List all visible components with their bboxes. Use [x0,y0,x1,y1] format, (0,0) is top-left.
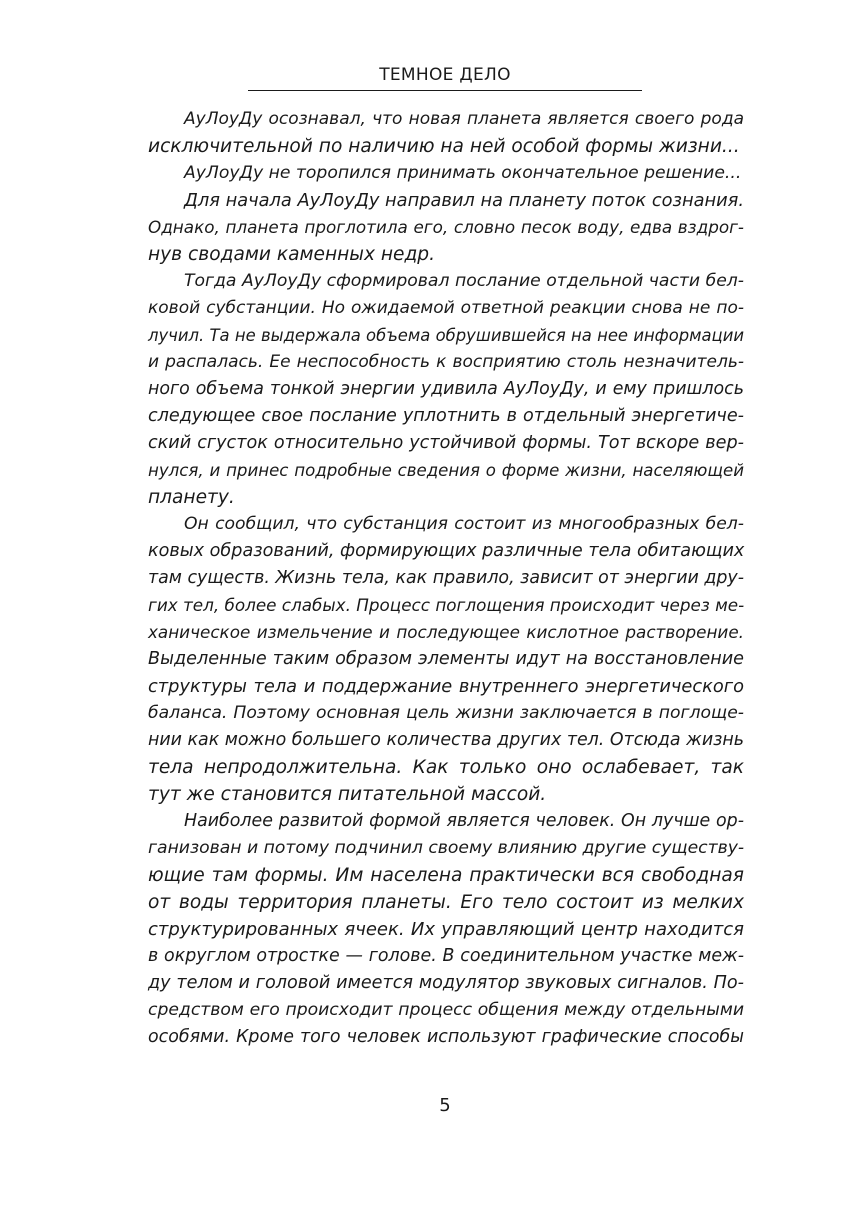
paragraph-first-line: Для начала АуЛоуДу направил на планету поток сознания. [184,190,744,211]
text-line: ханическое измельчение и последующее кислотное растворение. [148,622,744,642]
body-text [148,106,744,1051]
text-line: средством его происходит процесс общения между отдельными [148,1000,744,1020]
text-line: Однако, планета проглотила его, словно песок воду, едва вздрог- [148,217,744,237]
text-line: там существ. Жизнь тела, как правило, зависит от энергии дру- [148,568,744,588]
paragraph-first-line: Он сообщил, что субстанция состоит из многообразных бел- [184,514,744,534]
text-line: планету. [148,487,235,508]
text-line: тут же становится питательной массой. [148,784,547,805]
text-line: нулся, и принес подробные сведения о форме жизни, населяющей [148,461,744,480]
text-line: исключительной по наличию на ней особой формы жизни... [148,136,740,157]
text-line: лучил. Та не выдержала объема обрушившейся на нее информации [148,326,744,345]
text-line: нии как можно большего количества других тел. Отсюда жизнь [148,730,744,750]
text-line: ский сгусток относительно устойчивой формы. Тот вскоре вер- [148,433,744,453]
text-line: и распалась. Ее неспособность к восприятию столь незначитель- [148,352,744,372]
text-line: ковых образований, формирующих различные тела обитающих [148,541,745,561]
running-title: ТЕМНОЕ ДЕЛО [379,65,511,85]
text-line: баланса. Поэтому основная цель жизни заключается в поглоще- [148,703,744,723]
text-line: тела непродолжительна. Как только оно ослабевает, так [148,757,744,778]
paragraph-first-line: АуЛоуДу не торопился принимать окончательное решение... [184,163,742,183]
text-line: нув сводами каменных недр. [148,244,436,265]
text-line: Выделенные таким образом элементы идут на восстановление [148,649,744,669]
text-line: ющие там формы. Им населена практически вся свободная [148,865,744,886]
paragraph-first-line: Тогда АуЛоуДу сформировал послание отдельной части бел- [184,271,744,291]
text-line: особями. Кроме того человек используют графические способы [148,1027,744,1047]
paragraph-first-line: Наиболее развитой формой является человек. Он лучше ор- [184,811,744,831]
paragraph-first-line: АуЛоуДу осознавал, что новая планета является своего рода [184,109,744,129]
text-line: структуры тела и поддержание внутреннего энергетического [148,676,744,697]
text-line: ду телом и головой имеется модулятор звуковых сигналов. По- [148,973,744,993]
text-line: структурированных ячеек. Их управляющий центр находится [148,919,744,940]
page-number: 5 [439,1095,451,1116]
text-line: ного объема тонкой энергии удивила АуЛоуДу, и ему пришлось [148,379,744,399]
text-line: от воды территория планеты. Его тело состоит из мелких [148,892,744,913]
text-line: ковой субстанции. Но ожидаемой ответной реакции снова не по- [148,298,744,318]
text-line: ганизован и потому подчинил своему влиянию другие существу- [148,838,745,858]
text-line: в округлом отростке — голове. В соединительном участке меж- [148,946,744,966]
header-rule [248,90,642,91]
text-line: следующее свое послание уплотнить в отдельный энергетиче- [148,406,744,426]
text-line: гих тел, более слабых. Процесс поглощения происходит через ме- [148,595,745,615]
